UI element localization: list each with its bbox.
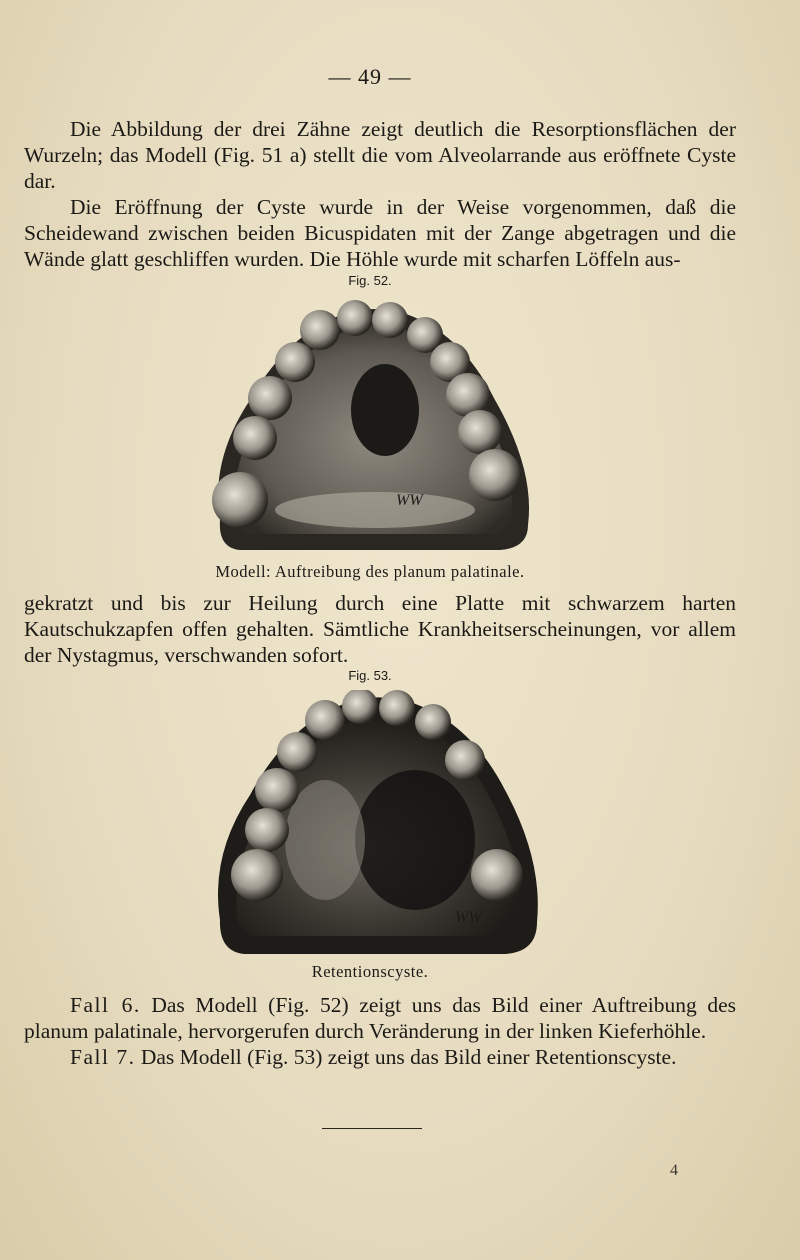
figure-52-label: Fig. 52. — [348, 273, 392, 288]
figure-53-image — [205, 690, 545, 960]
paragraph-4-text: Das Modell (Fig. 52) zeigt uns das Bild einer Auftreibung des planum palatinale, hervorgerufen durch Veränderung in der linken Kieferhöhle. — [24, 993, 737, 1043]
paragraph-3-text: gekratzt und bis zur Heilung durch eine Platte mit schwarzem harten Kautschukzapfen offen gehalten. Sämtliche Krankheitserscheinungen, vor allem der Nystagmus, verschwanden sofort. — [24, 591, 736, 667]
figure-53-label: Fig. 53. — [348, 668, 392, 683]
figure-53-caption: Retentionscyste. — [311, 962, 429, 981]
paragraph-2-text: Die Eröffnung der Cyste wurde in der Weise vorgenommen, daß die Scheidewand zwischen beiden Bicuspidaten mit der Zange abgetragen und die Wände glatt geschliffen wurden. Die Höhle wurde mit scharfen Löffeln aus- — [24, 195, 736, 271]
figure-52-image — [200, 300, 540, 556]
paragraph-2 — [24, 194, 736, 272]
figure-52-caption: Modell: Auftreibung des planum palatinale. — [215, 562, 525, 581]
paragraph-4 — [24, 992, 736, 1044]
paragraph-5-text: Das Modell (Fig. 53) zeigt uns das Bild einer Retentionscyste. — [140, 1045, 677, 1069]
footer-rule — [322, 1128, 422, 1129]
signature-mark: 4 — [670, 1162, 678, 1179]
figure-53-mark: WW — [455, 909, 482, 926]
page-number: — 49 — — [328, 64, 412, 89]
paragraph-1 — [24, 116, 736, 194]
case-6-label: Fall 6. — [70, 993, 141, 1017]
case-7-label: Fall 7. — [70, 1045, 136, 1069]
paragraph-1-text: Die Abbildung der drei Zähne zeigt deutlich die Resorptionsflächen der Wurzeln; das Modell (Fig. 51 a) stellt die vom Alveolarrande aus eröffnete Cyste dar. — [24, 117, 736, 193]
paragraph-5 — [24, 1044, 736, 1070]
paragraph-3 — [24, 590, 736, 668]
figure-52-mark: WW — [396, 492, 423, 509]
